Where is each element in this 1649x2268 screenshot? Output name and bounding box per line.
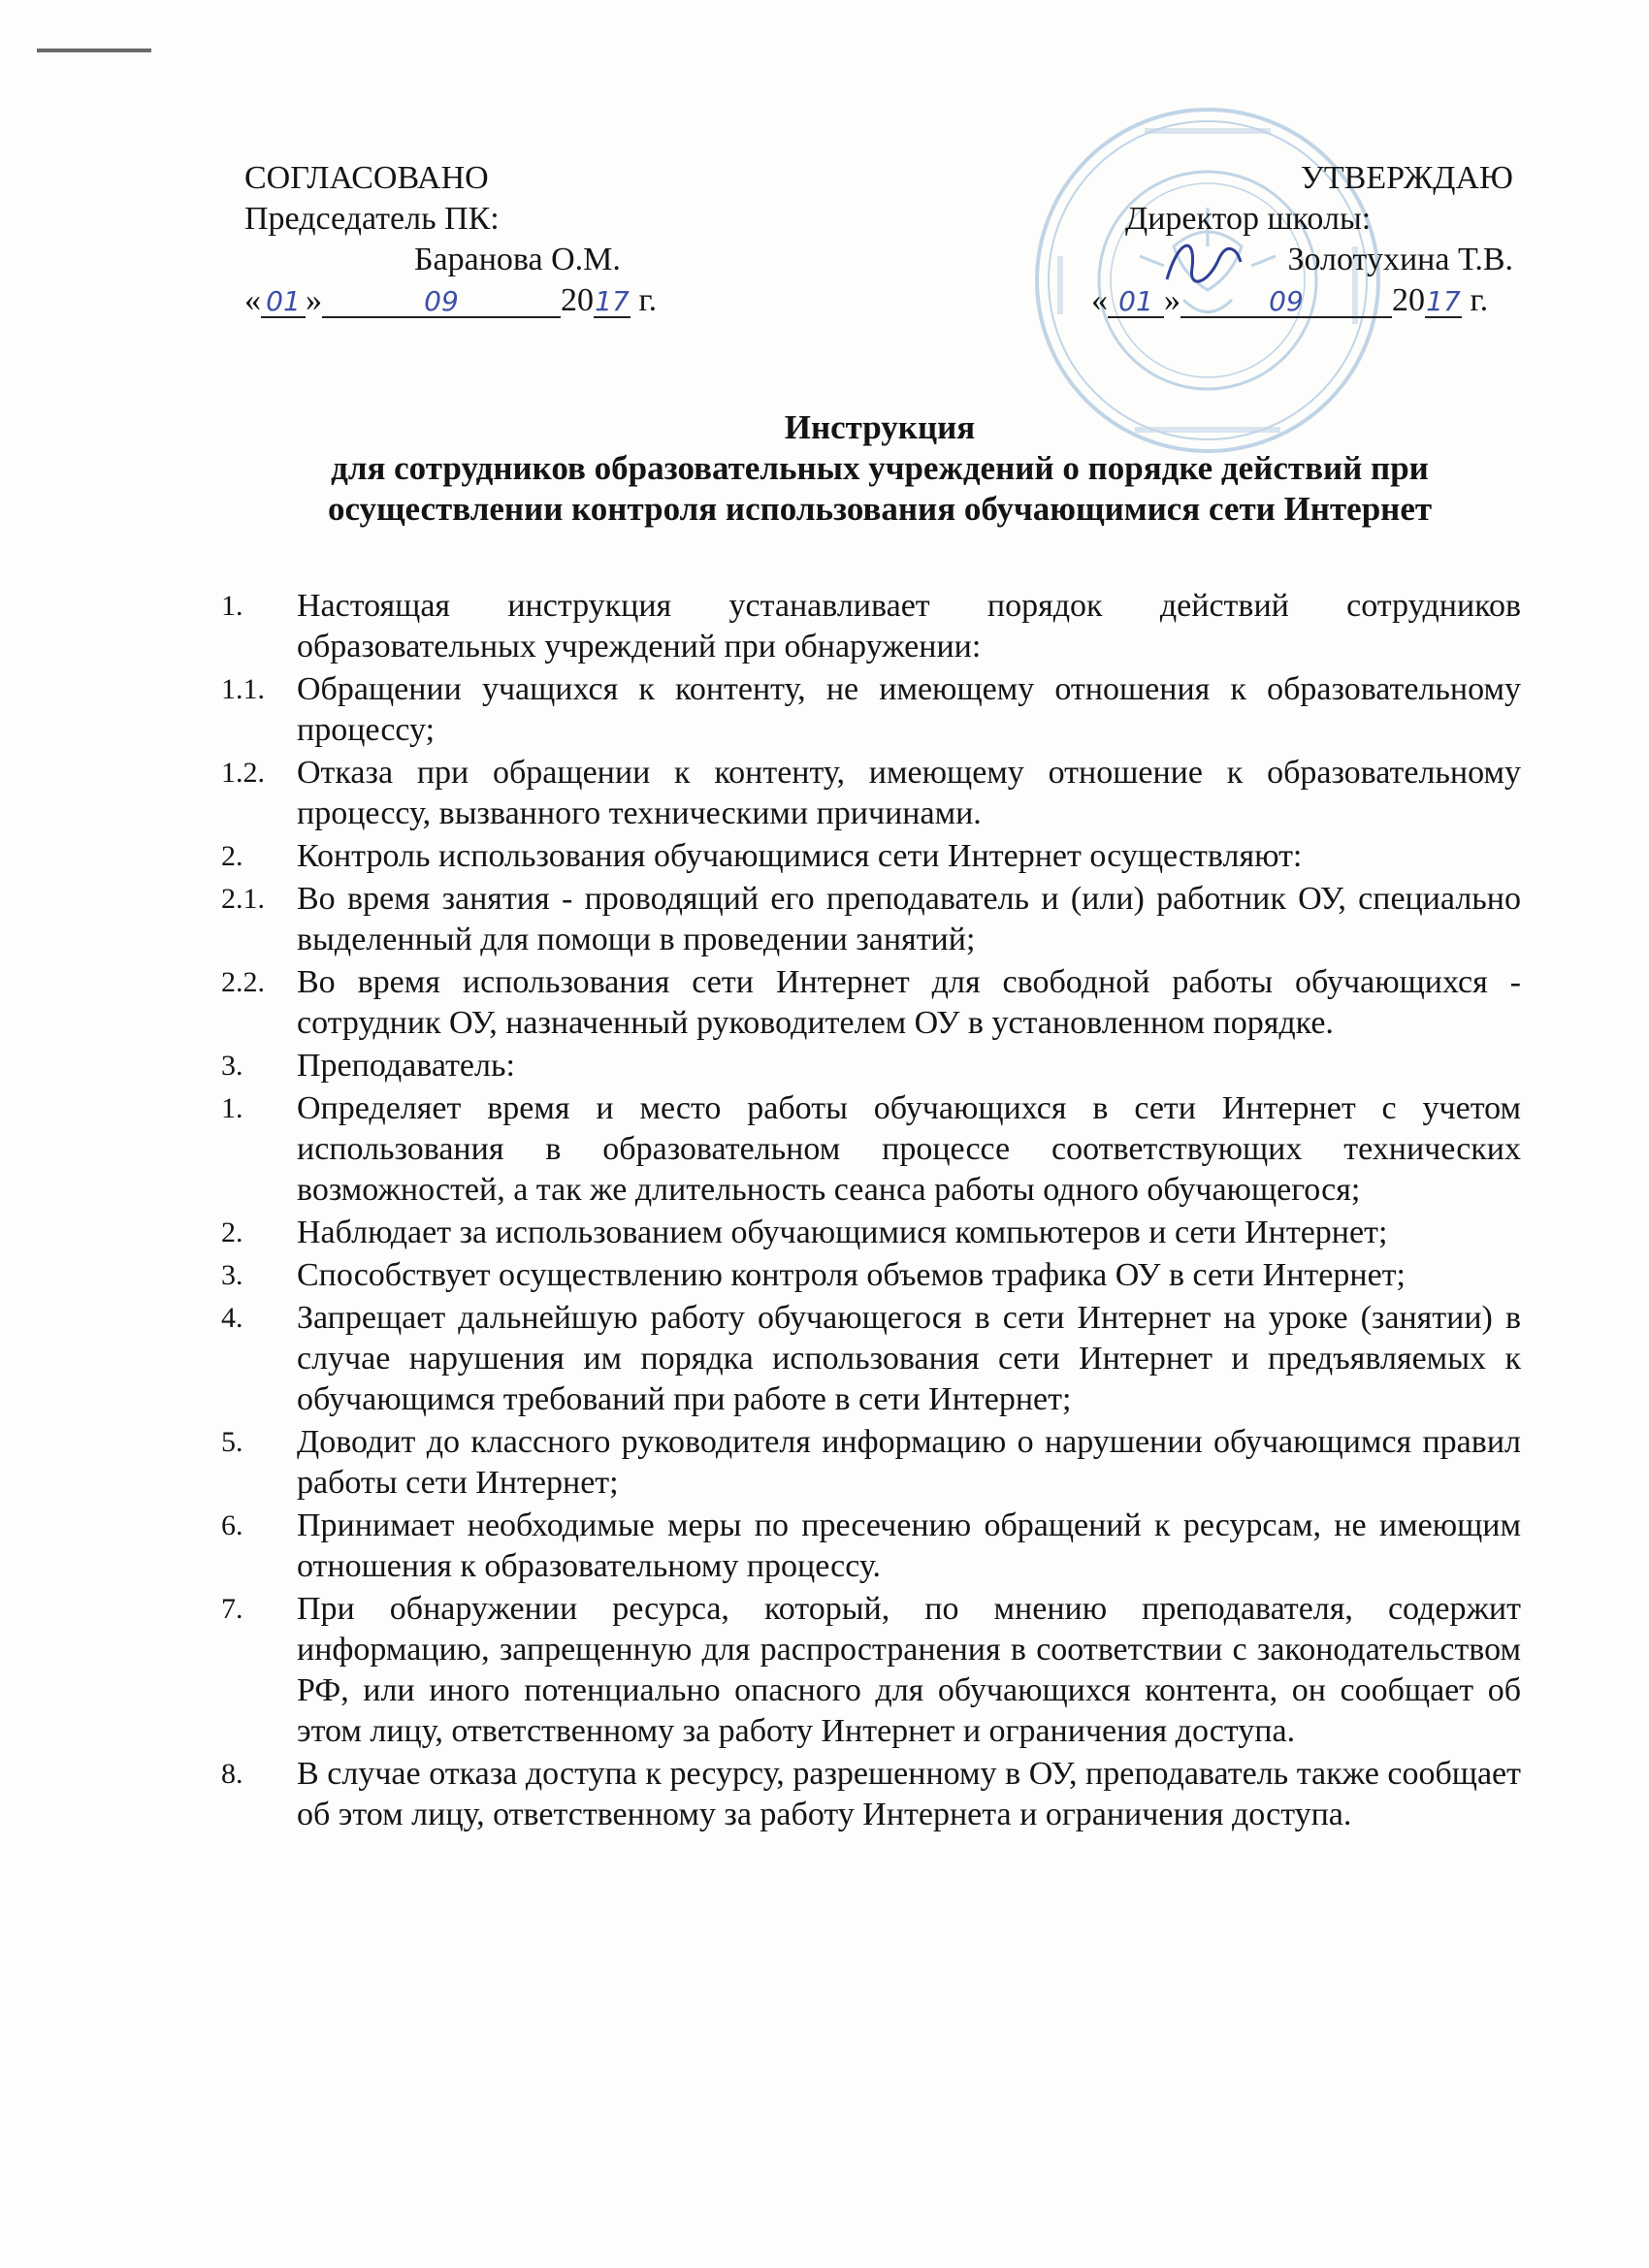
date-day-blank — [261, 286, 306, 318]
list-item-number: 4. — [221, 1302, 243, 1334]
agreed-label: СОГЛАСОВАНО — [244, 160, 489, 196]
date-year-suffix-text: г. — [1462, 282, 1489, 318]
list-item-text: Во время использования сети Интернет для свободной работы обучающихся - сотрудник ОУ, назначенный руководителем ОУ в установленном порядке. — [297, 964, 1521, 1041]
list-item-text: При обнаружении ресурса, который, по мнению преподавателя, содержит информацию, запрещенную для распространения в соответствии с законодательством РФ, или иного потенциально опасного для обучающихся контента, он сообщает об этом лицу, ответственному за работу Интернет и ограничения доступа. — [297, 1591, 1521, 1749]
date-quote-close: » — [1164, 282, 1180, 318]
date-year-prefix: 20 — [561, 282, 594, 318]
list-item — [221, 1255, 1521, 1296]
list-item-number: 3. — [221, 1050, 243, 1082]
list-item-text: Доводит до классного руководителя информацию о нарушении обучающимся правил работы сети Интернет; — [297, 1424, 1521, 1501]
date-year-blank — [594, 286, 630, 318]
date-year-blank — [1425, 286, 1462, 318]
director-signature-icon — [1159, 229, 1246, 297]
date-year-handwritten: 17 — [595, 285, 630, 317]
list-item-text: Принимает необходимые меры по пресечению обращений к ресурсам, не имеющим отношения к образовательному процессу. — [297, 1507, 1521, 1584]
title-line-3: осуществлении контроля использования обучающимися сети Интернет — [327, 490, 1433, 528]
list-item — [221, 1422, 1521, 1504]
list-item-number: 5. — [221, 1426, 243, 1458]
date-day-handwritten: 01 — [266, 285, 301, 317]
list-item-text: Отказа при обращении к контенту, имеющему отношение к образовательному процессу, вызванного техническими причинами. — [297, 755, 1521, 831]
union-chair-position: Председатель ПК: — [244, 201, 500, 237]
title-line-2: для сотрудников образовательных учреждений о порядке действий при — [331, 449, 1429, 487]
list-item — [221, 1213, 1521, 1253]
list-item-number: 8. — [221, 1758, 243, 1790]
list-item-number: 3. — [221, 1259, 243, 1291]
right-date-line — [1057, 280, 1513, 321]
date-month-handwritten: 09 — [1269, 285, 1304, 317]
director-position: Директор школы: — [1125, 201, 1372, 237]
list-item-text: Наблюдает за использованием обучающимися компьютеров и сети Интернет; — [297, 1215, 1388, 1250]
list-item-text: Определяет время и место работы обучающихся в сети Интернет с учетом использования в образовательном процессе соответствующих технических возможностей, а так же длительность сеанса работы одного обучающегося; — [297, 1090, 1521, 1208]
scan-edge-mark — [37, 49, 151, 52]
header-left — [244, 158, 749, 321]
list-item — [221, 1298, 1521, 1420]
list-item — [221, 586, 1521, 667]
date-month-blank — [322, 286, 561, 318]
list-item-number: 1.1. — [221, 673, 265, 705]
list-item-number: 1. — [221, 1092, 243, 1124]
date-day-handwritten: 01 — [1118, 285, 1153, 317]
list-item-number: 2. — [221, 840, 243, 872]
list-item — [221, 962, 1521, 1044]
date-year-suffix-text: г. — [630, 282, 658, 318]
list-item — [221, 1046, 1521, 1086]
director-name: Золотухина Т.В. — [1287, 242, 1513, 277]
list-item-number: 2.1. — [221, 883, 265, 915]
instruction-list — [221, 586, 1521, 1837]
date-year-prefix: 20 — [1392, 282, 1425, 318]
list-item — [221, 669, 1521, 751]
date-year-handwritten: 17 — [1426, 285, 1461, 317]
left-date-line — [244, 280, 749, 321]
list-item-text: В случае отказа доступа к ресурсу, разрешенному в ОУ, преподаватель также сообщает об этом лицу, ответственному за работу Интернета и ограничения доступа. — [297, 1756, 1521, 1832]
date-month-handwritten: 09 — [424, 285, 459, 317]
list-item-number: 2.2. — [221, 966, 265, 998]
list-item-text: Обращении учащихся к контенту, не имеющему отношения к образовательному процессу; — [297, 671, 1521, 748]
date-quote-open: « — [244, 282, 261, 318]
list-item-text: Преподаватель: — [297, 1048, 515, 1084]
list-item — [221, 1589, 1521, 1752]
list-item — [221, 753, 1521, 834]
date-quote-open: « — [1091, 282, 1108, 318]
list-item-number: 6. — [221, 1509, 243, 1541]
document-title — [244, 407, 1515, 530]
list-item-number: 7. — [221, 1593, 243, 1625]
list-item — [221, 1506, 1521, 1587]
date-day-blank — [1108, 286, 1164, 318]
list-item — [221, 836, 1521, 877]
union-chair-name: Баранова О.М. — [414, 242, 621, 277]
list-item-text: Контроль использования обучающимися сети Интернет осуществляют: — [297, 838, 1303, 874]
list-item — [221, 1088, 1521, 1211]
list-item — [221, 879, 1521, 960]
title-line-1: Инструкция — [784, 408, 976, 446]
header-right — [1057, 158, 1513, 321]
date-quote-close: » — [306, 282, 322, 318]
list-item-number: 1.2. — [221, 757, 265, 789]
list-item-text: Способствует осуществлению контроля объемов трафика ОУ в сети Интернет; — [297, 1257, 1406, 1293]
list-item-text: Запрещает дальнейшую работу обучающегося в сети Интернет на уроке (занятии) в случае нарушения им порядка использования сети Интернет и предъявляемых к обучающимся требований при работе в сети Интернет; — [297, 1300, 1521, 1417]
list-item-number: 1. — [221, 590, 243, 622]
list-item-text: Настоящая инструкция устанавливает порядок действий сотрудников образовательных учреждений при обнаружении: — [297, 588, 1521, 664]
list-item-text: Во время занятия - проводящий его преподаватель и (или) работник ОУ, специально выделенный для помощи в проведении занятий; — [297, 881, 1521, 957]
list-item-number: 2. — [221, 1216, 243, 1248]
list-item — [221, 1754, 1521, 1835]
approved-label: УТВЕРЖДАЮ — [1300, 160, 1513, 196]
